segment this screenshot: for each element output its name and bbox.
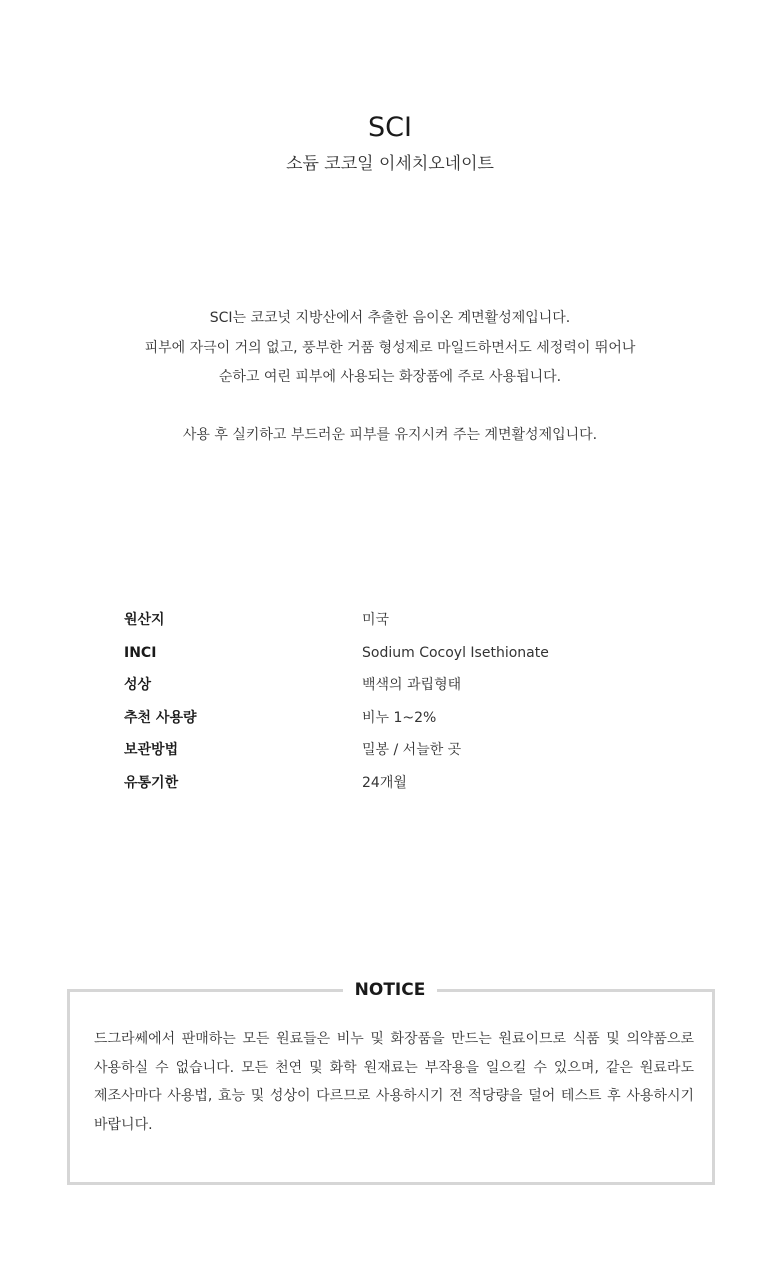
description-closing: 사용 후 실키하고 부드러운 피부를 유지시켜 주는 계면활성제입니다. xyxy=(182,426,598,443)
spec-label: 추천 사용량 xyxy=(124,709,197,726)
notice-text: 드그라쎄에서 판매하는 모든 원료들은 비누 및 화장품을 만드는 원료이므로 식품 및 의약품으로 사용하실 수 없습니다. 모든 천연 및 화학 원재료는 부작용을 일으킬 수 있으며, 같은 원료라도 제조사마다 사용법, 효능 및 성상이 다르므로 사용하시기 전 적당량을 덜어 테스트 후 사용하시기 바랍니다. xyxy=(94,1031,694,1133)
spec-value: Sodium Cocoyl Isethionate xyxy=(362,644,549,661)
spec-label: INCI xyxy=(124,644,157,661)
description-line: 피부에 자극이 거의 없고, 풍부한 거품 형성제로 마일드하면서도 세정력이 뛰어나 xyxy=(144,339,636,356)
spec-label: 원산지 xyxy=(124,612,165,628)
spec-row-shelf-life xyxy=(124,769,684,802)
notice-title-text: NOTICE xyxy=(343,980,438,1000)
spec-label: 유통기한 xyxy=(124,774,179,791)
spec-value: 백색의 과립형태 xyxy=(362,677,462,693)
spec-value: 밀봉 / 서늘한 곳 xyxy=(362,742,462,758)
spec-label: 보관방법 xyxy=(124,742,179,758)
product-title: SCI xyxy=(368,112,412,143)
product-subtitle: 소듐 코코일 이세치오네이트 xyxy=(286,154,494,174)
notice-title xyxy=(0,976,780,1004)
spec-value: 24개월 xyxy=(362,774,407,791)
spec-value: 비누 1~2% xyxy=(362,709,437,726)
spec-row-storage xyxy=(124,736,684,769)
spec-row-appearance xyxy=(124,671,684,704)
spec-label: 성상 xyxy=(124,677,152,693)
spec-row-inci xyxy=(124,639,684,672)
description-line: SCI는 코코넛 지방산에서 추출한 음이온 계면활성제입니다. xyxy=(209,310,571,326)
spec-row-usage xyxy=(124,704,684,737)
product-description xyxy=(0,304,780,450)
spec-table xyxy=(124,606,684,801)
spec-row-origin xyxy=(124,606,684,639)
description-line: 순하고 여린 피부에 사용되는 화장품에 주로 사용됩니다. xyxy=(218,369,562,385)
spec-value: 미국 xyxy=(362,612,390,628)
